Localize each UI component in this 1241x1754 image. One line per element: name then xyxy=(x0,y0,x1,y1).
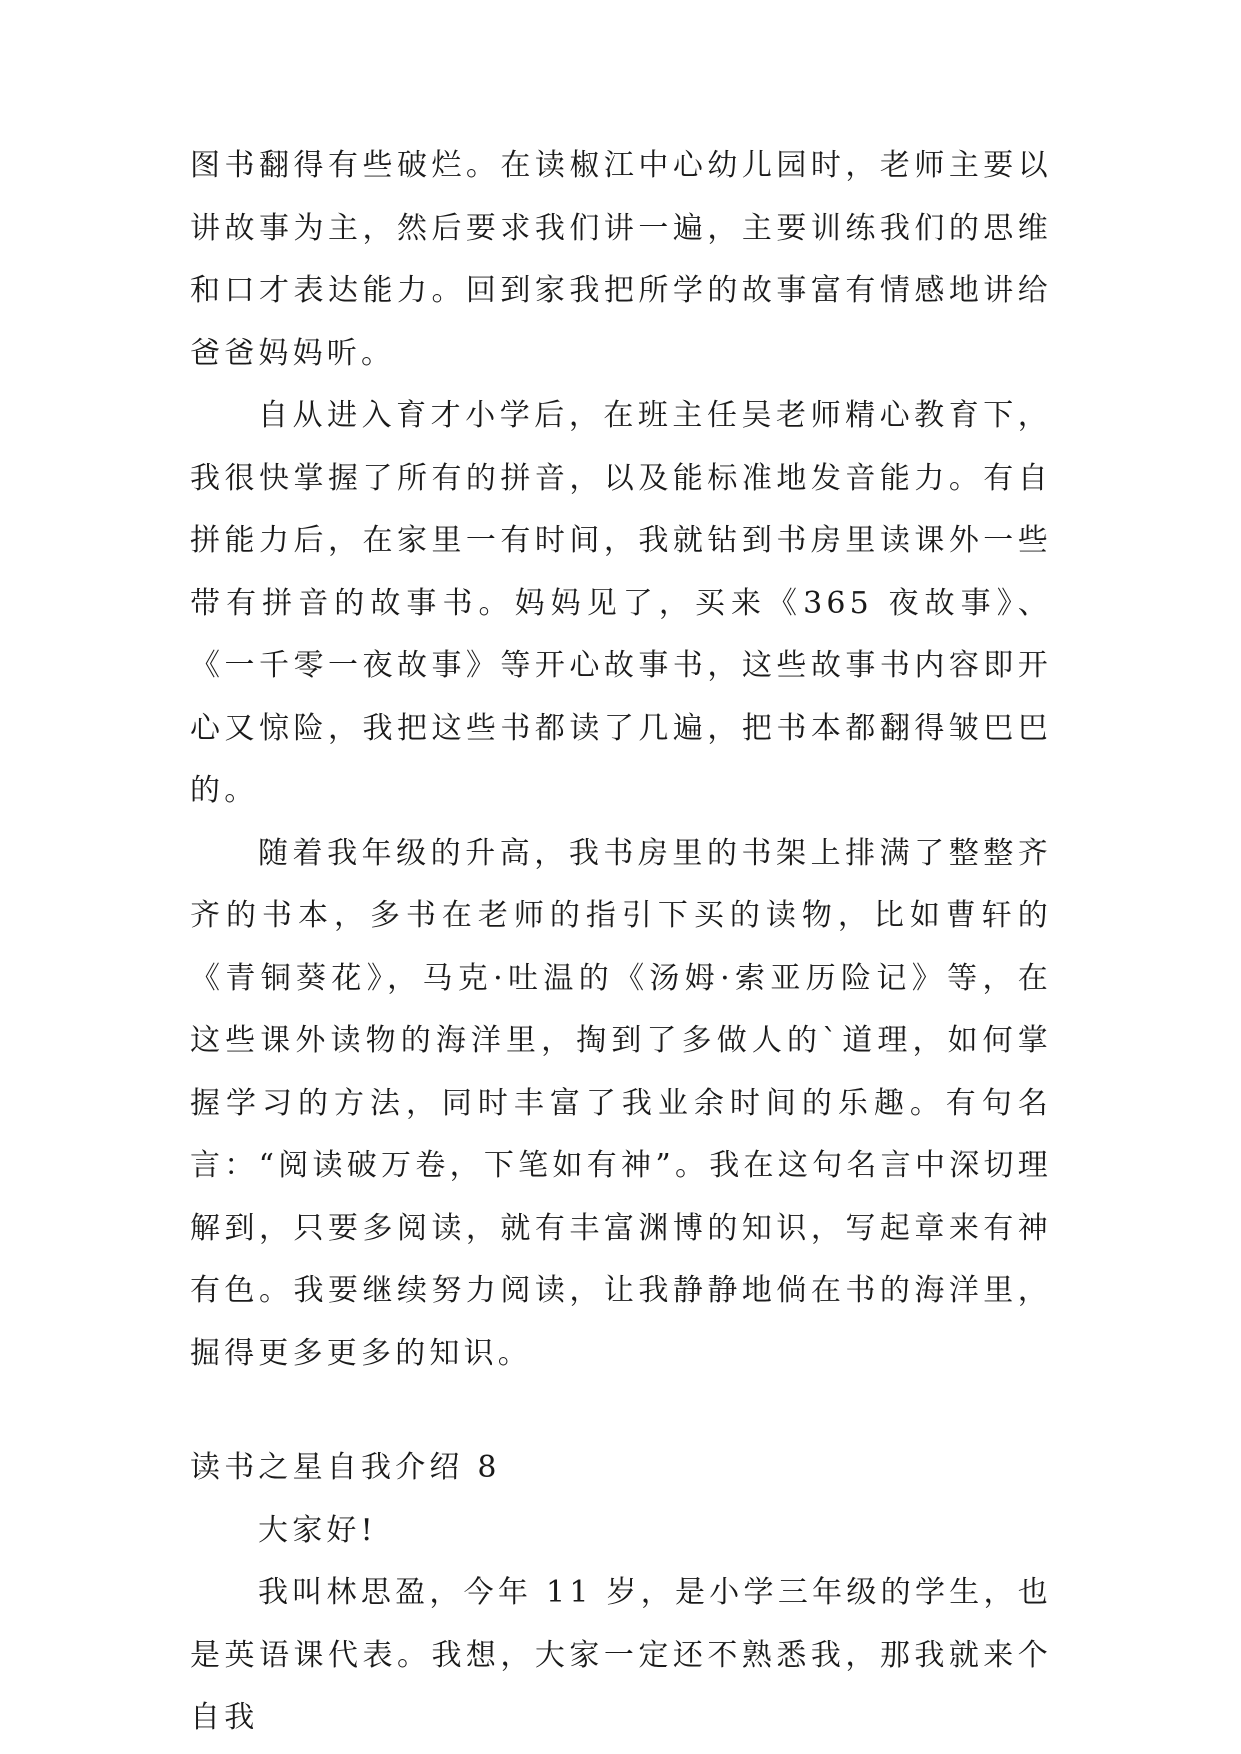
document-body xyxy=(190,135,1052,1750)
section-title: 读书之星自我介绍 8 xyxy=(190,1450,501,1485)
intro-paragraph: 我叫林思盈，今年 11 岁，是小学三年级的学生，也是英语课代表。我想，大家一定还不熟悉我，那我就来个自我 xyxy=(190,1575,1052,1735)
paragraph-reading-growth: 随着我年级的升高，我书房里的书架上排满了整整齐齐的书本，多书在老师的指引下买的读物，比如曹轩的《青铜葵花》，马克·吐温的《汤姆·索亚历险记》等，在这些课外读物的海洋里，掏到了多做人的`道理，如何掌握学习的方法，同时丰富了我业余时间的乐趣。有句名言：“阅读破万卷，下笔如有神”。我在这句名言中深切理解到，只要多阅读，就有丰富渊博的知识，写起章来有神有色。我要继续努力阅读，让我静静地倘在书的海洋里，掘得更多更多的知识。 xyxy=(190,835,1052,1371)
paragraph-yucai-school: 自从进入育才小学后，在班主任吴老师精心教育下，我很快掌握了所有的拼音，以及能标准地发音能力。有自拼能力后，在家里一有时间，我就钻到书房里读课外一些带有拼音的故事书。妈妈见了，买来《365 夜故事》、《一千零一夜故事》等开心故事书，这些故事书内容即开心又惊险，我把这些书都读了几遍，把书本都翻得皱巴巴的。 xyxy=(190,398,1052,808)
greeting-paragraph: 大家好! xyxy=(258,1512,377,1548)
paragraph-continued: 图书翻得有些破烂。在读椒江中心幼儿园时，老师主要以讲故事为主，然后要求我们讲一遍，主要训练我们的思维和口才表达能力。回到家我把所学的故事富有情感地讲给爸爸妈妈听。 xyxy=(190,148,1052,371)
